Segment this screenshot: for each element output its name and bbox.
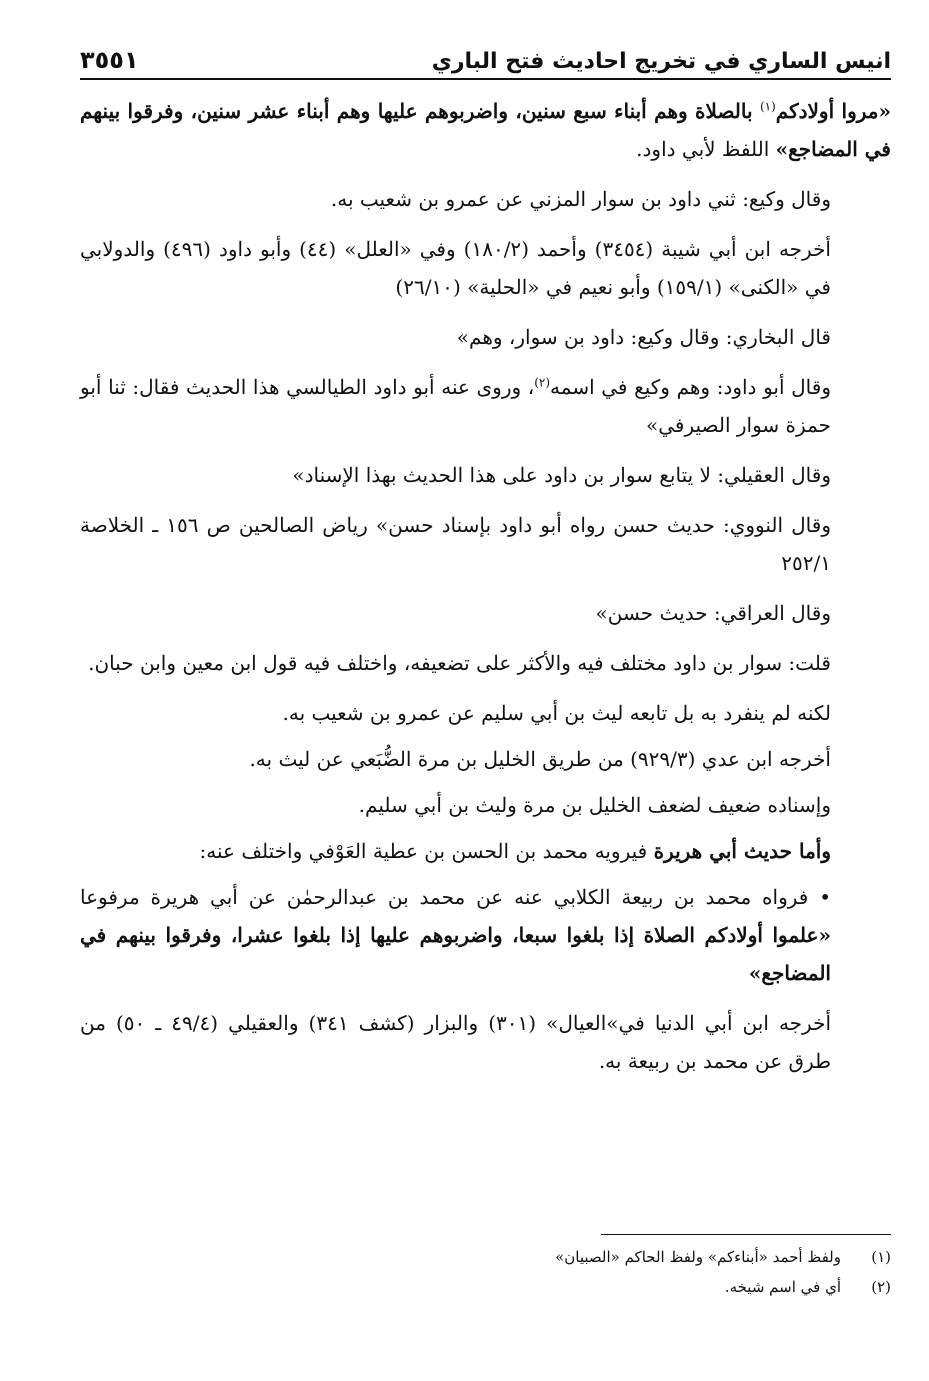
hadith-text-paragraph <box>80 92 891 168</box>
footnote-text: ولفظ أحمد «أبناءكم» ولفظ الحاكم «الصبيان» <box>555 1248 841 1266</box>
paragraph-abu-dawud <box>80 368 891 444</box>
paragraph-uqayli: وقال العقيلي: لا يتابع سوار بن داود على هذا الحديث بهذا الإسناد» <box>292 463 831 487</box>
paragraph-takhrij-2: أخرجه ابن أبي الدنيا في»العيال» (٣٠١) والبزار (كشف ٣٤١) والعقيلي (٤٩/٤ ـ ٥٠) من طرق عن محمد بن ربيعة به. <box>80 1011 832 1073</box>
paragraph-ibn-adi: أخرجه ابن عدي (٩٢٩/٣) من طريق الخليل بن مرة الضُّبَعي عن ليث به. <box>249 747 831 771</box>
abu-hurayra-text: فيرويه محمد بن الحسن بن عطية العَوْفي واختلف عنه: <box>199 839 654 863</box>
paragraph-laith: لكنه لم ينفرد به بل تابعه ليث بن أبي سليم عن عمرو بن شعيب به. <box>282 701 831 725</box>
footnote-text: أي في اسم شيخه. <box>724 1278 841 1296</box>
paragraph-isnad-daif: وإسناده ضعيف لضعف الخليل بن مرة وليث بن أبي سليم. <box>358 793 831 817</box>
footnote-divider <box>601 1234 891 1235</box>
paragraph-abu-hurayra <box>80 832 891 870</box>
abu-dawud-text-b: ، وروى عنه أبو داود الطيالسي هذا الحديث فقال: ثنا أبو حمزة سوار الصيرفي» <box>80 375 831 437</box>
paragraph-takhrij-1: أخرجه ابن أبي شيبة (٣٤٥٤) وأحمد (١٨٠/٢) وفي «العلل» (٤٤) وأبو داود (٤٩٦) والدولابي في «الكنى» (١٥٩/١) وأبو نعيم في «الحلية» (٢٦/١٠) <box>80 237 831 299</box>
footnote-number: (٢) <box>871 1278 891 1296</box>
abu-hurayra-heading: وأما حديث أبي هريرة <box>653 839 831 863</box>
main-text <box>80 92 891 1092</box>
hadith-text-bold: «مروا أولادكم <box>775 99 891 123</box>
page-number: ٣٥٥١ <box>80 46 139 74</box>
running-header <box>80 34 891 80</box>
paragraph-bullet-riwaya <box>80 878 891 992</box>
hadith-text-bold-cont: بالصلاة وهم أبناء سبع سنين، واضربوهم عليها وهم أبناء عشر سنين، وفرقوا بينهم في المضاجع» <box>80 99 891 161</box>
paragraph-nawawi: وقال النووي: حديث حسن رواه أبو داود بإسناد حسن» رياض الصالحين ص ١٥٦ ـ الخلاصة ٢٥٢/١ <box>80 513 831 575</box>
footnote-number: (١) <box>871 1248 891 1266</box>
paragraph-bukhari: قال البخاري: وقال وكيع: داود بن سوار، وهم» <box>456 325 831 349</box>
riwaya-hadith-bold: «علموا أولادكم الصلاة إذا بلغوا سبعا، واضربوهم عليها إذا بلغوا عشرا، وفرقوا بينهم في المضاجع» <box>80 923 831 985</box>
footnote-ref-2: (٢) <box>534 375 551 390</box>
footnote-ref-1: (١) <box>759 99 776 114</box>
book-title: انيس الساري في تخريج احاديث فتح الباري <box>431 49 891 74</box>
footnote-item <box>80 1242 891 1272</box>
footnote-item <box>80 1272 891 1302</box>
riwaya-text: • فرواه محمد بن ربيعة الكلابي عنه عن محمد بن عبدالرحمٰن عن أبي هريرة مرفوعا <box>80 885 831 909</box>
paragraph-iraqi: وقال العراقي: حديث حسن» <box>595 601 831 625</box>
footnotes <box>80 1242 891 1302</box>
paragraph-waki: وقال وكيع: ثني داود بن سوار المزني عن عمرو بن شعيب به. <box>330 187 831 211</box>
paragraph-qultu: قلت: سوار بن داود مختلف فيه والأكثر على تضعيفه، واختلف فيه قول ابن معين وابن حبان. <box>88 651 831 675</box>
abu-dawud-text-a: وقال أبو داود: وهم وكيع في اسمه <box>550 375 831 399</box>
attribution-text: اللفظ لأبي داود. <box>636 137 776 161</box>
